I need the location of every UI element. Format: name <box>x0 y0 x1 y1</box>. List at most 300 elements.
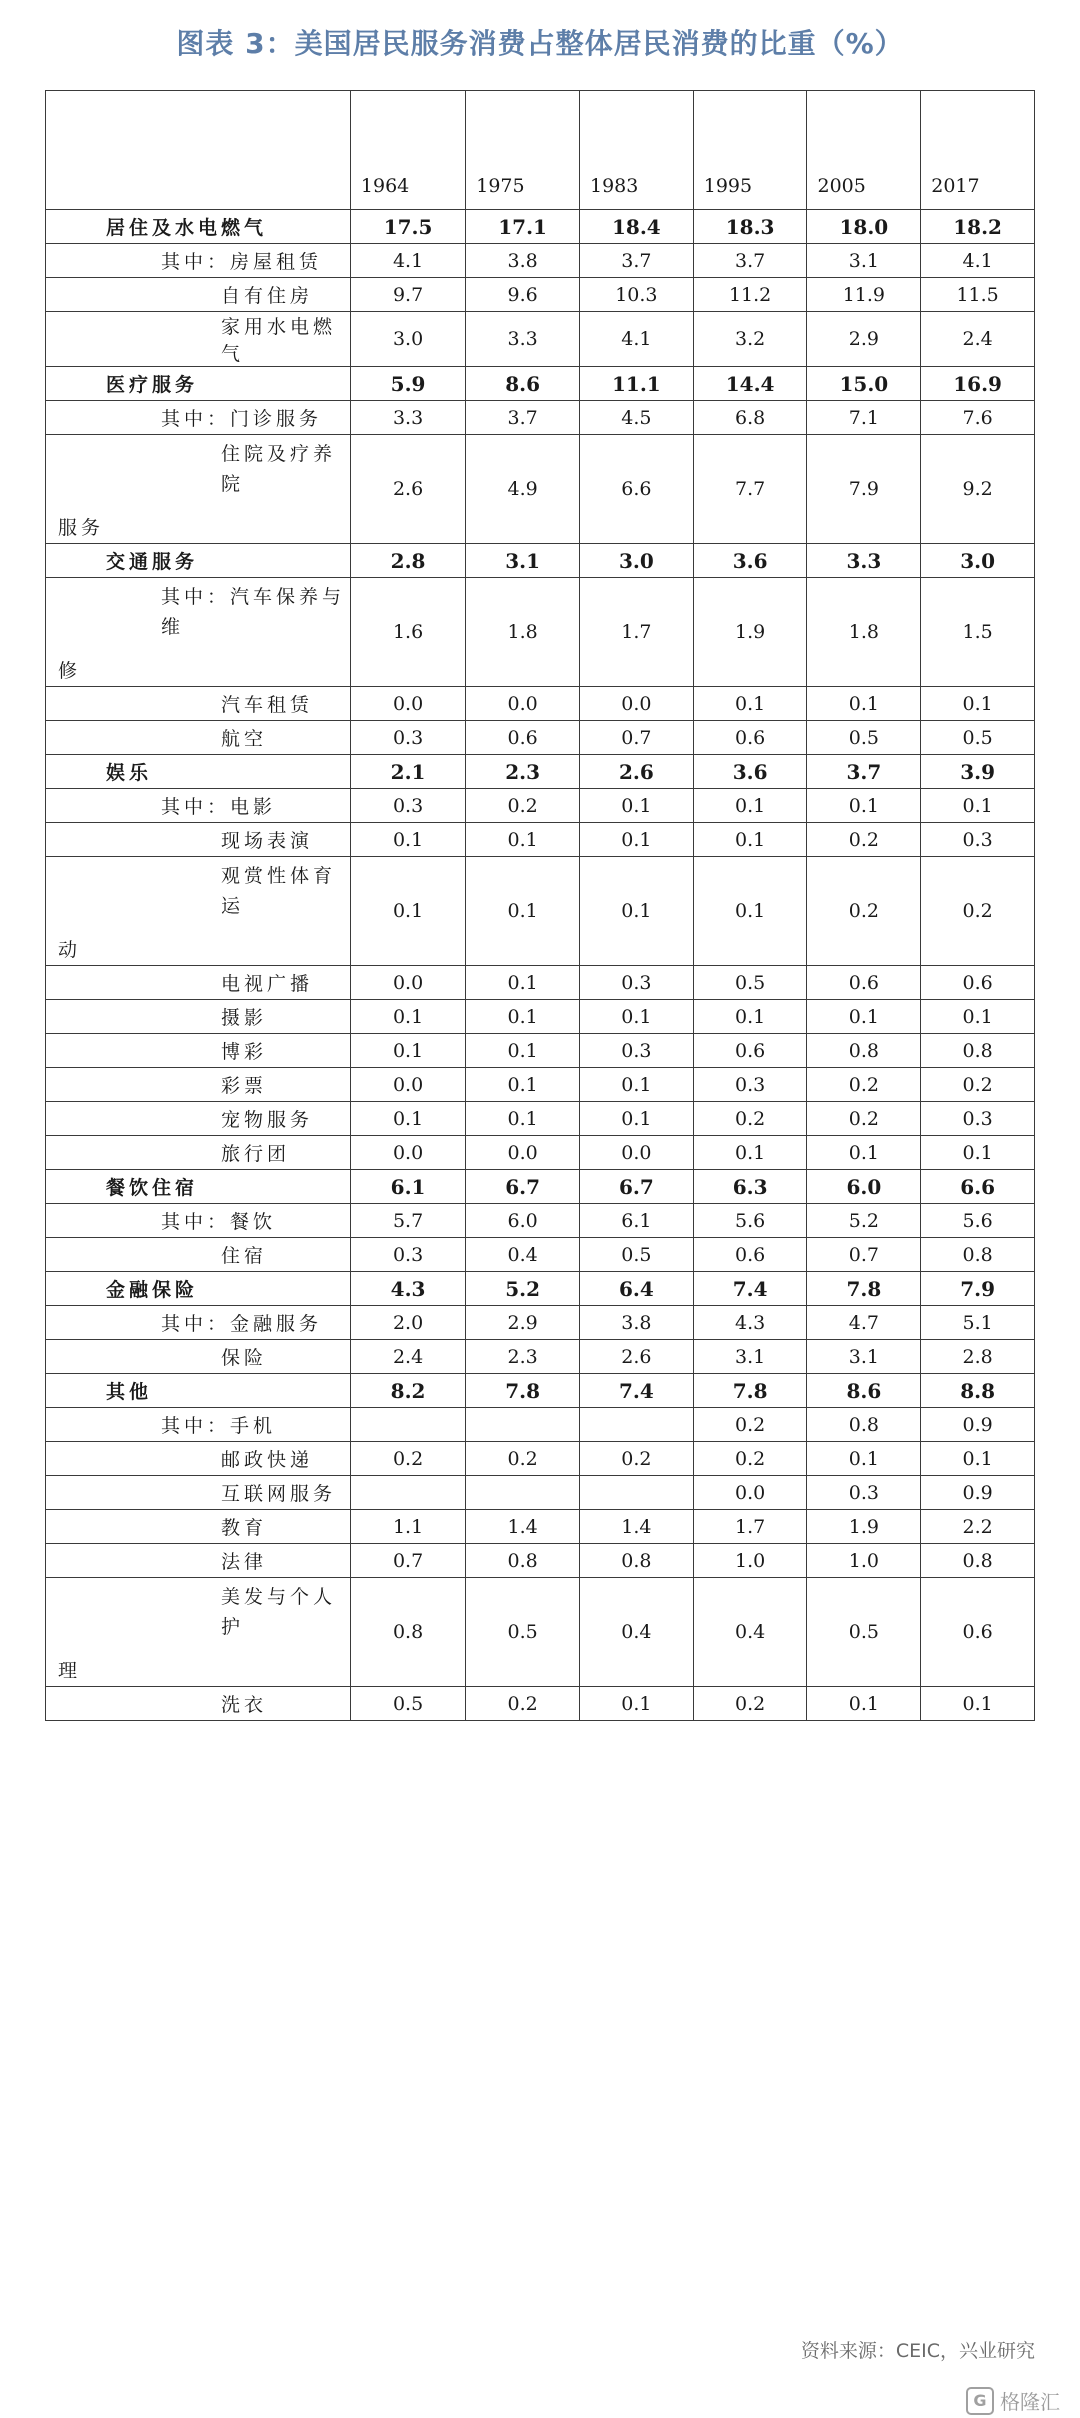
value-cell: 2.2 <box>921 1510 1035 1544</box>
row-label-text: 彩票 <box>221 1075 268 1097</box>
value-cell: 0.5 <box>807 1578 921 1687</box>
value-cell: 0.1 <box>807 687 921 721</box>
row-label-text: 航空 <box>221 728 268 750</box>
row-label-text: 其中：房屋租赁 <box>161 251 323 273</box>
value-cell: 2.6 <box>579 755 693 789</box>
row-label-line2: 服务 <box>58 517 105 539</box>
value-cell: 0.8 <box>921 1544 1035 1578</box>
value-cell: 3.2 <box>693 312 807 367</box>
value-cell: 0.6 <box>921 1578 1035 1687</box>
value-cell: 6.8 <box>693 401 807 435</box>
year-header: 1983 <box>579 91 693 210</box>
value-cell: 0.1 <box>466 1000 580 1034</box>
value-cell: 3.0 <box>921 544 1035 578</box>
table-row <box>46 1204 1035 1238</box>
value-cell <box>579 1408 693 1442</box>
value-cell: 5.2 <box>807 1204 921 1238</box>
value-cell: 0.4 <box>466 1238 580 1272</box>
value-cell: 1.0 <box>807 1544 921 1578</box>
value-cell: 1.0 <box>693 1544 807 1578</box>
table-row <box>46 1544 1035 1578</box>
value-cell: 0.1 <box>693 823 807 857</box>
row-label <box>46 1408 351 1442</box>
table-row <box>46 1102 1035 1136</box>
value-cell: 4.1 <box>921 244 1035 278</box>
value-cell: 6.1 <box>579 1204 693 1238</box>
value-cell: 2.0 <box>350 1306 465 1340</box>
value-cell: 0.2 <box>807 1102 921 1136</box>
value-cell: 0.6 <box>693 721 807 755</box>
value-cell: 0.8 <box>921 1034 1035 1068</box>
row-label <box>46 857 351 966</box>
table-row <box>46 789 1035 823</box>
value-cell: 17.5 <box>350 210 465 244</box>
value-cell: 0.6 <box>693 1238 807 1272</box>
value-cell: 0.3 <box>807 1476 921 1510</box>
watermark-text: 格隆汇 <box>1000 2390 1060 2414</box>
value-cell: 0.1 <box>579 823 693 857</box>
row-label <box>46 210 351 244</box>
row-label-text: 保险 <box>221 1347 268 1369</box>
value-cell: 0.3 <box>921 1102 1035 1136</box>
value-cell: 3.8 <box>579 1306 693 1340</box>
chart-title: 图表 3：美国居民服务消费占整体居民消费的比重（%） <box>176 27 904 60</box>
value-cell: 1.5 <box>921 578 1035 687</box>
value-cell: 0.2 <box>466 1687 580 1721</box>
header-row <box>46 91 1035 210</box>
value-cell: 4.3 <box>350 1272 465 1306</box>
value-cell: 0.6 <box>807 966 921 1000</box>
row-label-text: 家用水电燃气 <box>221 316 337 365</box>
row-label-text: 汽车租赁 <box>221 694 314 716</box>
value-cell: 0.1 <box>807 1000 921 1034</box>
row-label <box>46 278 351 312</box>
value-cell: 0.2 <box>466 1442 580 1476</box>
table-row <box>46 721 1035 755</box>
value-cell: 0.8 <box>807 1408 921 1442</box>
value-cell: 4.5 <box>579 401 693 435</box>
value-cell: 0.1 <box>579 1000 693 1034</box>
table-row <box>46 578 1035 687</box>
value-cell: 18.2 <box>921 210 1035 244</box>
row-label <box>46 1476 351 1510</box>
value-cell: 1.7 <box>579 578 693 687</box>
value-cell: 0.0 <box>350 687 465 721</box>
row-label-line2: 修 <box>58 660 82 682</box>
value-cell: 3.6 <box>693 544 807 578</box>
value-cell: 0.7 <box>807 1238 921 1272</box>
table-row <box>46 1340 1035 1374</box>
table-row <box>46 1000 1035 1034</box>
row-label-line1: 其中：汽车保养与维 <box>161 586 346 638</box>
row-label-text: 现场表演 <box>221 830 314 852</box>
value-cell: 0.1 <box>466 857 580 966</box>
table-row <box>46 1687 1035 1721</box>
value-cell: 7.9 <box>807 435 921 544</box>
year-header: 2017 <box>921 91 1035 210</box>
value-cell: 0.3 <box>579 966 693 1000</box>
value-cell: 0.3 <box>579 1034 693 1068</box>
row-label <box>46 1034 351 1068</box>
value-cell: 0.0 <box>466 1136 580 1170</box>
value-cell <box>466 1476 580 1510</box>
row-label-text: 娱乐 <box>106 762 153 784</box>
row-label <box>46 1340 351 1374</box>
value-cell: 6.4 <box>579 1272 693 1306</box>
row-label-line1: 美发与个人护 <box>221 1586 337 1638</box>
value-cell: 4.1 <box>350 244 465 278</box>
value-cell: 9.2 <box>921 435 1035 544</box>
value-cell: 0.6 <box>921 966 1035 1000</box>
table-row <box>46 367 1035 401</box>
row-label-text: 教育 <box>221 1517 268 1539</box>
row-label-text: 邮政快递 <box>221 1449 314 1471</box>
value-cell: 0.2 <box>579 1442 693 1476</box>
value-cell: 0.5 <box>579 1238 693 1272</box>
value-cell: 2.3 <box>466 1340 580 1374</box>
value-cell: 0.1 <box>350 1102 465 1136</box>
value-cell: 8.6 <box>807 1374 921 1408</box>
row-label-text: 其中：金融服务 <box>161 1313 323 1335</box>
value-cell: 8.8 <box>921 1374 1035 1408</box>
value-cell: 4.7 <box>807 1306 921 1340</box>
table-row <box>46 1136 1035 1170</box>
value-cell: 0.1 <box>350 1000 465 1034</box>
value-cell: 0.5 <box>350 1687 465 1721</box>
value-cell: 7.7 <box>693 435 807 544</box>
value-cell: 5.1 <box>921 1306 1035 1340</box>
value-cell: 0.1 <box>921 1687 1035 1721</box>
value-cell: 0.5 <box>807 721 921 755</box>
value-cell: 0.1 <box>579 1068 693 1102</box>
value-cell: 0.1 <box>693 789 807 823</box>
row-label <box>46 687 351 721</box>
table-row <box>46 1306 1035 1340</box>
value-cell: 2.9 <box>807 312 921 367</box>
value-cell: 6.6 <box>921 1170 1035 1204</box>
value-cell: 6.7 <box>579 1170 693 1204</box>
value-cell: 0.2 <box>807 1068 921 1102</box>
value-cell: 0.8 <box>807 1034 921 1068</box>
value-cell: 7.9 <box>921 1272 1035 1306</box>
value-cell: 0.3 <box>350 1238 465 1272</box>
value-cell: 11.1 <box>579 367 693 401</box>
value-cell: 0.2 <box>693 1408 807 1442</box>
value-cell: 0.7 <box>350 1544 465 1578</box>
value-cell: 3.7 <box>693 244 807 278</box>
value-cell: 18.3 <box>693 210 807 244</box>
value-cell: 3.0 <box>350 312 465 367</box>
row-label-text: 洗衣 <box>221 1694 268 1716</box>
value-cell: 0.6 <box>693 1034 807 1068</box>
value-cell: 3.6 <box>693 755 807 789</box>
value-cell: 0.2 <box>807 857 921 966</box>
value-cell: 1.7 <box>693 1510 807 1544</box>
value-cell: 5.9 <box>350 367 465 401</box>
table-row <box>46 1408 1035 1442</box>
value-cell: 8.2 <box>350 1374 465 1408</box>
value-cell: 14.4 <box>693 367 807 401</box>
row-label-line1: 住院及疗养院 <box>221 443 337 495</box>
value-cell: 2.6 <box>579 1340 693 1374</box>
value-cell: 0.6 <box>466 721 580 755</box>
value-cell: 0.1 <box>579 857 693 966</box>
table-row <box>46 435 1035 544</box>
value-cell: 0.0 <box>693 1476 807 1510</box>
year-header: 1975 <box>466 91 580 210</box>
value-cell: 7.4 <box>693 1272 807 1306</box>
row-label <box>46 823 351 857</box>
value-cell: 3.7 <box>807 755 921 789</box>
value-cell: 2.1 <box>350 755 465 789</box>
value-cell: 7.8 <box>466 1374 580 1408</box>
value-cell: 0.1 <box>921 789 1035 823</box>
row-label-text: 互联网服务 <box>221 1483 337 1505</box>
value-cell: 1.4 <box>466 1510 580 1544</box>
value-cell: 6.1 <box>350 1170 465 1204</box>
table-row <box>46 1578 1035 1687</box>
value-cell: 2.3 <box>466 755 580 789</box>
value-cell: 0.1 <box>466 823 580 857</box>
row-label <box>46 1204 351 1238</box>
header-corner-cell <box>46 91 351 210</box>
value-cell: 0.1 <box>579 1687 693 1721</box>
value-cell: 1.8 <box>807 578 921 687</box>
value-cell: 3.1 <box>807 244 921 278</box>
value-cell: 6.3 <box>693 1170 807 1204</box>
value-cell: 10.3 <box>579 278 693 312</box>
value-cell: 0.8 <box>579 1544 693 1578</box>
watermark-logo <box>966 2386 1060 2415</box>
year-header: 2005 <box>807 91 921 210</box>
value-cell: 0.2 <box>921 1068 1035 1102</box>
value-cell: 1.8 <box>466 578 580 687</box>
table-row <box>46 1068 1035 1102</box>
row-label <box>46 544 351 578</box>
value-cell: 0.8 <box>350 1578 465 1687</box>
value-cell: 0.1 <box>350 823 465 857</box>
table-row <box>46 755 1035 789</box>
row-label <box>46 367 351 401</box>
row-label <box>46 401 351 435</box>
row-label-text: 其中：餐饮 <box>161 1211 277 1233</box>
value-cell: 5.7 <box>350 1204 465 1238</box>
value-cell: 0.2 <box>807 823 921 857</box>
table-row <box>46 687 1035 721</box>
table-row <box>46 966 1035 1000</box>
row-label <box>46 1136 351 1170</box>
value-cell: 0.0 <box>466 687 580 721</box>
value-cell: 0.7 <box>579 721 693 755</box>
row-label <box>46 1272 351 1306</box>
value-cell: 3.3 <box>466 312 580 367</box>
row-label <box>46 1000 351 1034</box>
value-cell: 2.8 <box>350 544 465 578</box>
row-label <box>46 1578 351 1687</box>
value-cell: 18.4 <box>579 210 693 244</box>
year-header: 1964 <box>350 91 465 210</box>
value-cell: 3.9 <box>921 755 1035 789</box>
value-cell: 1.4 <box>579 1510 693 1544</box>
table-row <box>46 210 1035 244</box>
value-cell: 0.1 <box>579 1102 693 1136</box>
value-cell: 11.2 <box>693 278 807 312</box>
value-cell: 0.1 <box>693 1136 807 1170</box>
table-row <box>46 401 1035 435</box>
value-cell <box>466 1408 580 1442</box>
value-cell: 9.6 <box>466 278 580 312</box>
value-cell: 0.3 <box>921 823 1035 857</box>
consumption-share-table <box>45 90 1035 1721</box>
value-cell: 0.1 <box>807 1136 921 1170</box>
value-cell: 0.1 <box>693 1000 807 1034</box>
row-label <box>46 1544 351 1578</box>
table-row <box>46 857 1035 966</box>
table-row <box>46 1170 1035 1204</box>
value-cell: 0.1 <box>807 789 921 823</box>
value-cell: 0.0 <box>579 1136 693 1170</box>
source-note: 资料来源：CEIC，兴业研究 <box>800 2340 1035 2362</box>
value-cell: 9.7 <box>350 278 465 312</box>
row-label <box>46 435 351 544</box>
value-cell: 0.1 <box>921 687 1035 721</box>
row-label <box>46 1068 351 1102</box>
value-cell: 5.6 <box>921 1204 1035 1238</box>
value-cell: 7.1 <box>807 401 921 435</box>
gelonghui-logo-icon: G <box>966 2387 994 2415</box>
value-cell: 2.4 <box>350 1340 465 1374</box>
row-label <box>46 244 351 278</box>
value-cell: 0.1 <box>466 1068 580 1102</box>
value-cell: 3.7 <box>579 244 693 278</box>
value-cell: 1.6 <box>350 578 465 687</box>
table-row <box>46 1238 1035 1272</box>
value-cell: 1.9 <box>693 578 807 687</box>
row-label-text: 交通服务 <box>106 551 199 573</box>
row-label-text: 其中：门诊服务 <box>161 408 323 430</box>
row-label <box>46 1306 351 1340</box>
value-cell: 2.8 <box>921 1340 1035 1374</box>
value-cell: 0.5 <box>921 721 1035 755</box>
row-label-text: 法律 <box>221 1551 268 1573</box>
value-cell: 0.1 <box>350 1034 465 1068</box>
value-cell: 4.1 <box>579 312 693 367</box>
value-cell: 0.1 <box>350 857 465 966</box>
value-cell: 6.0 <box>807 1170 921 1204</box>
value-cell: 11.5 <box>921 278 1035 312</box>
row-label <box>46 789 351 823</box>
value-cell: 0.1 <box>466 966 580 1000</box>
value-cell: 3.0 <box>579 544 693 578</box>
value-cell: 7.6 <box>921 401 1035 435</box>
row-label-text: 电视广播 <box>221 973 314 995</box>
table-row <box>46 1034 1035 1068</box>
row-label <box>46 966 351 1000</box>
row-label-text: 餐饮住宿 <box>106 1177 199 1199</box>
value-cell: 0.3 <box>350 789 465 823</box>
value-cell: 0.1 <box>807 1687 921 1721</box>
value-cell: 0.2 <box>693 1442 807 1476</box>
value-cell: 0.1 <box>921 1136 1035 1170</box>
row-label-text: 住宿 <box>221 1245 268 1267</box>
value-cell: 5.6 <box>693 1204 807 1238</box>
value-cell: 1.9 <box>807 1510 921 1544</box>
year-header: 1995 <box>693 91 807 210</box>
value-cell: 7.8 <box>693 1374 807 1408</box>
value-cell: 4.9 <box>466 435 580 544</box>
value-cell: 18.0 <box>807 210 921 244</box>
value-cell: 0.1 <box>466 1034 580 1068</box>
row-label-text: 居住及水电燃气 <box>106 217 268 239</box>
value-cell: 0.1 <box>807 1442 921 1476</box>
value-cell: 0.1 <box>921 1442 1035 1476</box>
table-row <box>46 312 1035 367</box>
value-cell: 0.1 <box>466 1102 580 1136</box>
table-row <box>46 1442 1035 1476</box>
row-label <box>46 1687 351 1721</box>
value-cell: 16.9 <box>921 367 1035 401</box>
row-label-text: 其中：电影 <box>161 796 277 818</box>
row-label-text: 其中：手机 <box>161 1415 277 1437</box>
value-cell: 0.0 <box>579 687 693 721</box>
row-label-line2: 动 <box>58 939 82 961</box>
value-cell: 0.3 <box>693 1068 807 1102</box>
value-cell: 0.8 <box>921 1238 1035 1272</box>
value-cell: 2.9 <box>466 1306 580 1340</box>
value-cell: 7.4 <box>579 1374 693 1408</box>
value-cell: 17.1 <box>466 210 580 244</box>
value-cell: 0.5 <box>693 966 807 1000</box>
row-label-text: 摄影 <box>221 1007 268 1029</box>
value-cell: 3.8 <box>466 244 580 278</box>
value-cell: 0.1 <box>921 1000 1035 1034</box>
value-cell: 3.3 <box>350 401 465 435</box>
value-cell: 3.7 <box>466 401 580 435</box>
value-cell: 6.6 <box>579 435 693 544</box>
row-label-text: 博彩 <box>221 1041 268 1063</box>
value-cell: 0.3 <box>350 721 465 755</box>
value-cell: 0.2 <box>350 1442 465 1476</box>
value-cell: 1.1 <box>350 1510 465 1544</box>
row-label <box>46 1374 351 1408</box>
table-row <box>46 278 1035 312</box>
row-label-line1: 观赏性体育运 <box>221 865 337 917</box>
value-cell: 4.3 <box>693 1306 807 1340</box>
row-label-text: 旅行团 <box>221 1143 291 1165</box>
value-cell: 0.2 <box>921 857 1035 966</box>
value-cell: 0.1 <box>693 857 807 966</box>
value-cell: 0.0 <box>350 966 465 1000</box>
table-row <box>46 1476 1035 1510</box>
value-cell: 3.1 <box>693 1340 807 1374</box>
row-label-text: 宠物服务 <box>221 1109 314 1131</box>
value-cell: 0.4 <box>579 1578 693 1687</box>
row-label-text: 其他 <box>106 1381 153 1403</box>
row-label <box>46 1442 351 1476</box>
row-label <box>46 1238 351 1272</box>
row-label-text: 医疗服务 <box>106 374 199 396</box>
row-label <box>46 721 351 755</box>
value-cell: 15.0 <box>807 367 921 401</box>
row-label <box>46 1170 351 1204</box>
table-row <box>46 1510 1035 1544</box>
value-cell: 0.2 <box>693 1102 807 1136</box>
value-cell: 0.8 <box>466 1544 580 1578</box>
value-cell: 5.2 <box>466 1272 580 1306</box>
table-row <box>46 244 1035 278</box>
value-cell <box>350 1408 465 1442</box>
value-cell: 0.4 <box>693 1578 807 1687</box>
